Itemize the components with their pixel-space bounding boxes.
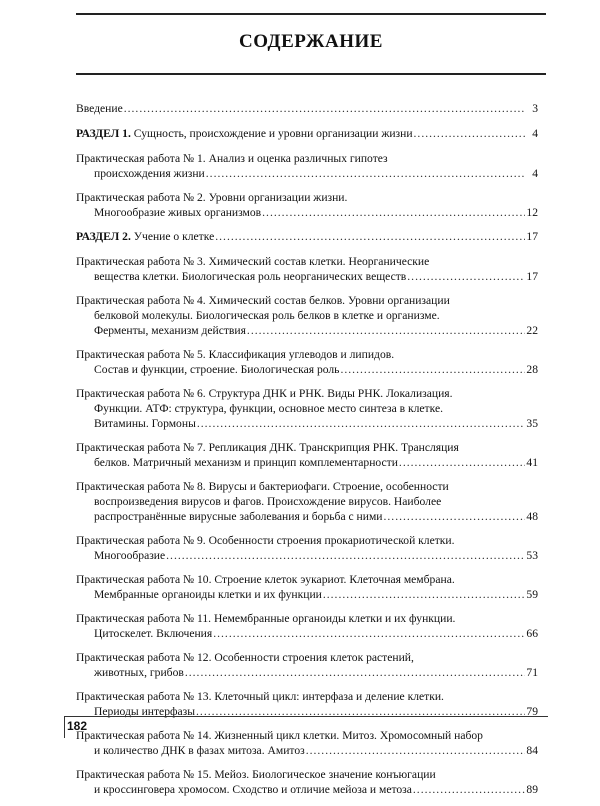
toc-entry-line: Практическая работа № 2. Уровни организации жизни. — [76, 191, 348, 204]
toc-entry-text — [76, 229, 214, 244]
toc-section-entry — [76, 229, 538, 244]
toc-entry-line: белковой молекулы. Биологическая роль белков в клетке и организме. — [94, 309, 440, 322]
toc-entry-text — [94, 205, 261, 220]
toc-entry-title: Сущность, происхождение и уровни организации жизни — [130, 127, 413, 140]
toc-page-number: 35 — [526, 417, 538, 430]
toc-entry-title: и количество ДНК в фазах митоза. Амитоз — [94, 744, 305, 757]
toc-entry-title: Многообразие — [94, 549, 166, 562]
toc-entry-last-line — [76, 323, 538, 338]
toc-entry-line: Практическая работа № 12. Особенности строения клеток растений, — [76, 651, 414, 664]
toc-entry-line: Практическая работа № 6. Структура ДНК и РНК. Виды РНК. Локализация. — [76, 387, 453, 400]
dot-leader — [399, 455, 525, 470]
dot-leader — [213, 626, 525, 641]
toc-entry-line: Практическая работа № 10. Строение клеток эукариот. Клеточная мембрана. — [76, 573, 455, 586]
dot-leader — [323, 587, 525, 602]
toc-entry-title: животных, грибов — [94, 666, 184, 679]
toc-entry-text — [94, 743, 305, 758]
section-label: РАЗДЕЛ 2. — [76, 230, 131, 243]
section-label: РАЗДЕЛ 1. — [76, 127, 131, 140]
dot-leader — [384, 509, 526, 524]
toc-page-number: 22 — [526, 324, 538, 337]
dot-leader — [306, 743, 525, 758]
dot-leader — [197, 416, 525, 431]
toc-entry-title: Ферменты, механизм действия — [94, 324, 246, 337]
toc-entry-text — [94, 416, 196, 431]
toc-entry-text — [94, 782, 412, 797]
toc-page-number: 17 — [526, 230, 538, 243]
toc-entry — [76, 440, 538, 470]
toc-entry-last-line — [76, 416, 538, 431]
side-rule — [64, 716, 65, 738]
toc-entry-title: белков. Матричный механизм и принцип комплементарности — [94, 456, 398, 469]
title-rule — [76, 73, 546, 75]
toc-entry — [76, 611, 538, 641]
toc-entry-text — [94, 548, 165, 563]
toc-entry — [76, 190, 538, 220]
toc-entry-text — [94, 665, 184, 680]
toc-page-number: 59 — [526, 588, 538, 601]
toc-entry-line: Практическая работа № 3. Химический состав клетки. Неорганические — [76, 255, 430, 268]
toc-section-entry — [76, 101, 538, 116]
toc-entry-last-line — [76, 269, 538, 284]
toc-entry-text — [94, 587, 322, 602]
toc-section-entry — [76, 126, 538, 141]
toc-entry-last-line — [76, 101, 538, 116]
dot-leader — [407, 269, 525, 284]
toc-entry-text — [94, 269, 406, 284]
toc-entry-last-line — [76, 455, 538, 470]
dot-leader — [414, 126, 525, 141]
toc-entry-last-line — [76, 205, 538, 220]
dot-leader — [166, 548, 525, 563]
toc-entry-last-line — [76, 743, 538, 758]
page-title: СОДЕРЖАНИЕ — [239, 31, 383, 52]
toc-entry — [76, 347, 538, 377]
dot-leader — [215, 229, 525, 244]
toc-entry-last-line — [76, 166, 538, 181]
toc-page-number: 84 — [526, 744, 538, 757]
dot-leader — [185, 665, 525, 680]
toc-entry-text — [94, 362, 339, 377]
toc-entry-title: Многообразие живых организмов — [94, 206, 262, 219]
toc-entry-title: Введение — [76, 102, 123, 115]
toc-entry-last-line — [76, 548, 538, 563]
toc-entry — [76, 386, 538, 431]
toc-page-number: 4 — [532, 167, 538, 180]
toc-entry-title: и кроссинговера хромосом. Сходство и отличие мейоза и метоза — [94, 783, 412, 796]
toc-entry-title: вещества клетки. Биологическая роль неорганических веществ — [94, 270, 407, 283]
toc-entry — [76, 572, 538, 602]
toc-entry-line: Практическая работа № 1. Анализ и оценка различных гипотез — [76, 152, 388, 165]
toc-entry-line: Практическая работа № 4. Химический состав белков. Уровни организации — [76, 294, 450, 307]
toc-page-number: 41 — [526, 456, 538, 469]
toc-entry-last-line — [76, 626, 538, 641]
toc-entry-last-line — [76, 782, 538, 797]
dot-leader — [124, 101, 525, 116]
toc-page-number: 12 — [526, 206, 538, 219]
toc-entry-title: Цитоскелет. Включения — [94, 627, 213, 640]
toc-entry-last-line — [76, 126, 538, 141]
toc-entry-last-line — [76, 229, 538, 244]
dot-leader — [247, 323, 525, 338]
toc-entry-line: Практическая работа № 7. Репликация ДНК. Транскрипция РНК. Трансляция — [76, 441, 459, 454]
top-rule — [76, 13, 546, 15]
toc-page-number: 28 — [526, 363, 538, 376]
toc-entry-line: Практическая работа № 5. Классификация углеводов и липидов. — [76, 348, 395, 361]
toc-entry-line: Практическая работа № 13. Клеточный цикл: интерфаза и деление клетки. — [76, 690, 444, 703]
toc-entry-line: воспроизведения вирусов и фагов. Происхождение вирусов. Наиболее — [94, 495, 442, 508]
toc-entry-title: Состав и функции, строение. Биологическая роль — [94, 363, 340, 376]
toc-entry — [76, 533, 538, 563]
toc-entry-line: Практическая работа № 15. Мейоз. Биологическое значение конъюгации — [76, 768, 436, 781]
toc-entry — [76, 728, 538, 758]
toc-entry-text — [76, 126, 413, 141]
toc-entry-text — [76, 101, 123, 116]
toc-page-number: 48 — [526, 510, 538, 523]
toc-entry-text — [94, 455, 398, 470]
toc-entry-title: происхождения жизни — [94, 167, 205, 180]
toc-entry-text — [94, 323, 246, 338]
toc-entry-line: Практическая работа № 14. Жизненный цикл клетки. Митоз. Хромосомный набор — [76, 729, 483, 742]
toc-entry-line: Практическая работа № 9. Особенности строения прокариотической клетки. — [76, 534, 455, 547]
toc-entry-text — [94, 509, 383, 524]
toc-entry — [76, 151, 538, 181]
toc-page-number: 71 — [526, 666, 538, 679]
toc-entry-line: Функции. АТФ: структура, функции, основное место синтеза в клетке. — [94, 402, 444, 415]
toc-page-number: 3 — [532, 102, 538, 115]
toc-entry — [76, 689, 538, 719]
dot-leader — [262, 205, 525, 220]
toc-entry — [76, 650, 538, 680]
toc-entry-title: Мембранные органоиды клетки и их функции — [94, 588, 322, 601]
toc-page-number: 79 — [526, 705, 538, 718]
toc-page-number: 17 — [526, 270, 538, 283]
toc-entry-title: распространённые вирусные заболевания и борьба с ними — [94, 510, 383, 523]
toc-entry-last-line — [76, 509, 538, 524]
toc-entry-line: Практическая работа № 11. Немембранные органоиды клетки и их функции. — [76, 612, 456, 625]
toc-entry — [76, 479, 538, 524]
toc-entry-title: Периоды интерфазы — [94, 705, 196, 718]
toc-entry-text — [94, 166, 205, 181]
toc-entry — [76, 767, 538, 797]
bottom-rule — [64, 716, 548, 717]
table-of-contents — [76, 101, 538, 806]
toc-page-number: 66 — [526, 627, 538, 640]
toc-entry — [76, 254, 538, 284]
toc-entry-title: Витамины. Гормоны — [94, 417, 196, 430]
toc-entry-last-line — [76, 587, 538, 602]
toc-entry-last-line — [76, 665, 538, 680]
page-number: 182 — [67, 719, 88, 733]
dot-leader — [206, 166, 525, 181]
toc-page-number: 4 — [532, 127, 538, 140]
toc-entry-title: Учение о клетке — [130, 230, 215, 243]
dot-leader — [413, 782, 525, 797]
toc-page-number: 53 — [526, 549, 538, 562]
toc-entry-line: Практическая работа № 8. Вирусы и бактериофаги. Строение, особенности — [76, 480, 449, 493]
toc-entry — [76, 293, 538, 338]
toc-entry-last-line — [76, 362, 538, 377]
dot-leader — [340, 362, 525, 377]
toc-page-number: 89 — [526, 783, 538, 796]
toc-entry-text — [94, 626, 212, 641]
